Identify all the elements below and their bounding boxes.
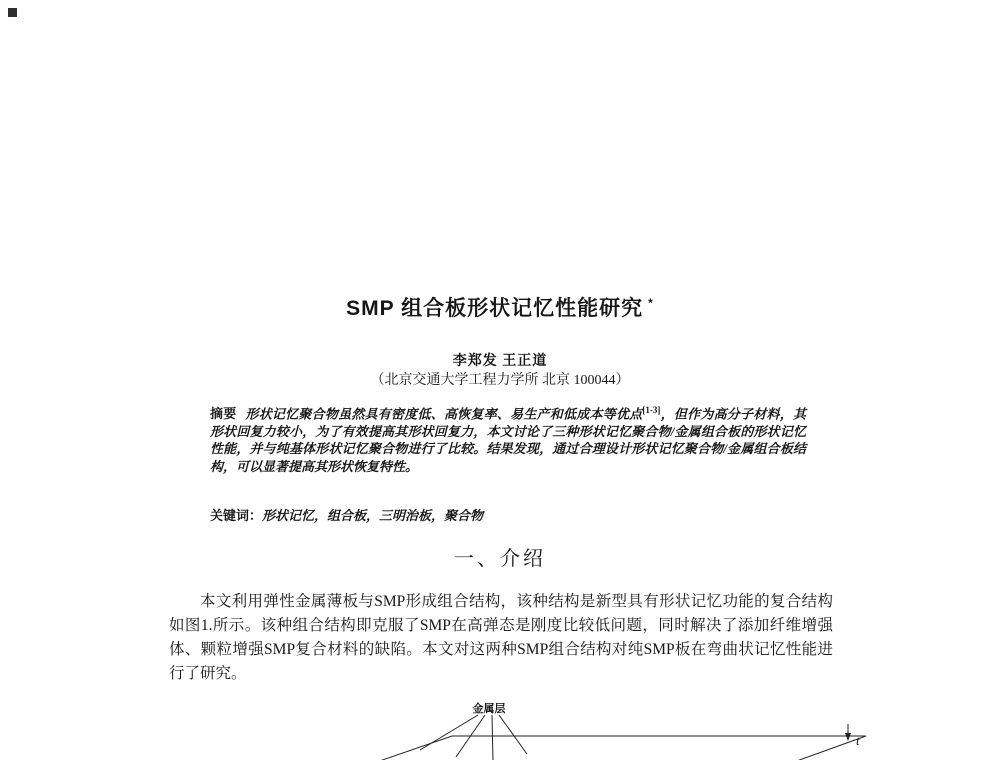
section-1-paragraph: 本文利用弹性金属薄板与SMP形成组合结构，该种结构是新型具有形状记忆功能的复合结构如图1.所示。该种组合结构即克服了SMP在高弹态是刚度比较低问题，同时解决了添加纤维增强体、颗粒增强SMP复合材料的缺陷。本文对这两种SMP组合结构对纯SMP板在弯曲状记忆性能进行了研究。 (169, 593, 833, 682)
paper-title-text: SMP 组合板形状记忆性能研究 (346, 297, 644, 320)
abstract-text-after-citation: ，但作为高分子材料，其形状回复力较小，为了有效提高其形状回复力，本文讨论了三种形状记忆聚合物/金属组合板的形状记忆性能，并与纯基体形状记忆聚合物进行了比较。结果发现，通过合理设计形状记忆聚合物/金属组合板结构，可以显著提高其形状恢复特性。 (210, 406, 806, 474)
thickness-arrowhead (845, 733, 851, 741)
leader-line (492, 715, 493, 760)
figure-layer-label: 金属层 (472, 703, 506, 715)
abstract-text-before-citation: 形状记忆聚合物虽然具有密度低、高恢复率、易生产和低成本等优点 (245, 406, 643, 422)
citation-superscript: [1-3] (642, 405, 661, 415)
keywords-label: 关键词： (210, 508, 263, 523)
title-footnote-mark: * (648, 296, 654, 310)
leader-line (499, 715, 527, 754)
plate-top-face (336, 736, 866, 760)
authors-line: 李郑发 王正道 (452, 354, 548, 369)
affiliation-line: （北京交通大学工程力学所 北京 100044） (370, 373, 630, 388)
keywords-text: 形状记忆，组合板，三明治板，聚合物 (262, 508, 484, 523)
leader-line (420, 715, 478, 750)
figure-thickness-label: t (856, 733, 860, 748)
section-1-heading: 一、介绍 (454, 548, 546, 570)
abstract-label: 摘要 (210, 406, 237, 422)
